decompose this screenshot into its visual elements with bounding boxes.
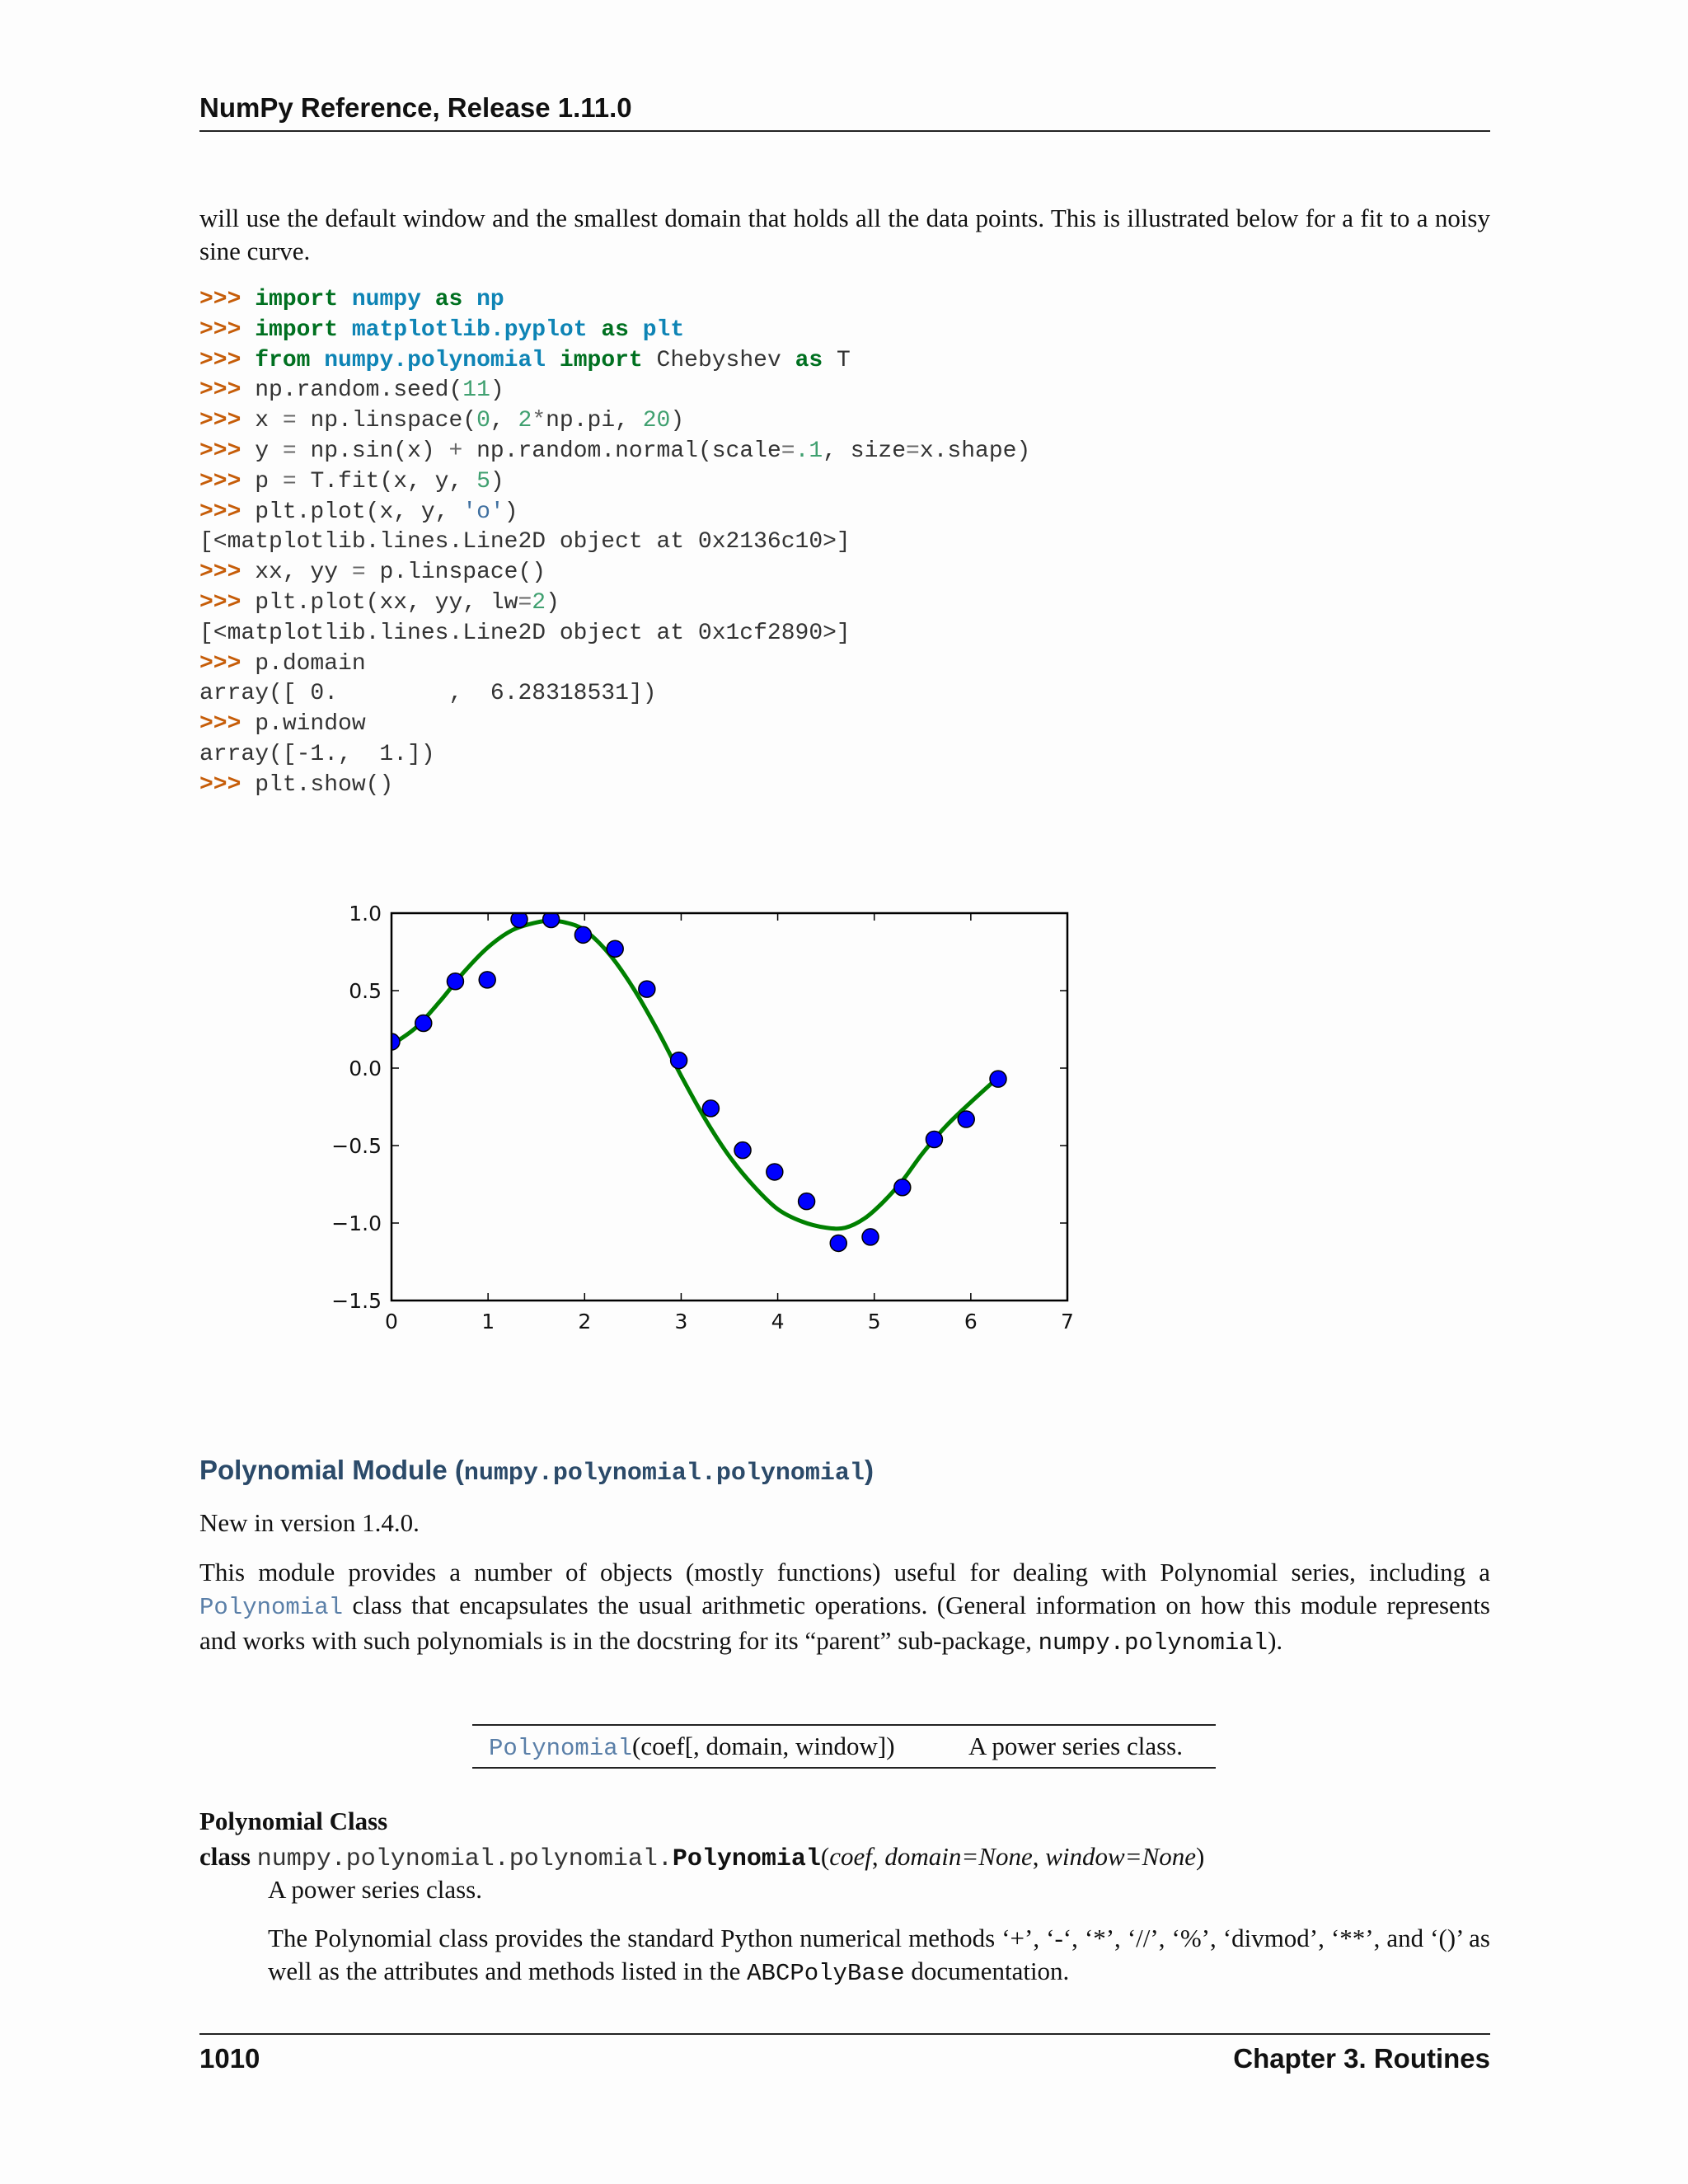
y-tick-label: −1.5 [331, 1289, 382, 1313]
code-line: >>> p.window [199, 711, 366, 738]
data-point [830, 1235, 846, 1251]
data-point [574, 926, 591, 943]
sine-fit-chart [313, 898, 1088, 1360]
arg-domain: domain=None [884, 1842, 1033, 1871]
x-tick-label: 7 [1061, 1310, 1074, 1333]
x-tick-label: 6 [964, 1310, 978, 1333]
class-short-description: A power series class. [268, 1875, 482, 1904]
page-footer [199, 2033, 1490, 2076]
code-line: >>> x = np.linspace(0, 2*np.pi, 20) [199, 408, 685, 434]
data-point [447, 973, 463, 990]
class-module-path: numpy.polynomial.polynomial. [256, 1845, 673, 1873]
section-title [199, 1455, 874, 1488]
data-point [639, 981, 655, 997]
code-line: >>> np.random.seed(11) [199, 377, 504, 404]
summary-description: A power series class. [968, 1732, 1183, 1760]
y-tick-label: −0.5 [331, 1134, 382, 1158]
code-line: >>> xx, yy = p.linspace() [199, 560, 546, 586]
package-name: numpy.polynomial [1038, 1629, 1268, 1657]
code-line: >>> y = np.sin(x) + np.random.normal(scale=.1, size=x.shape) [199, 438, 1031, 464]
data-point [767, 1164, 783, 1180]
summary-polynomial-link[interactable]: Polynomial [489, 1735, 633, 1762]
section-module-name: numpy.polynomial.polynomial [463, 1460, 865, 1488]
data-point [958, 1111, 974, 1127]
arg-window: window=None [1045, 1842, 1197, 1871]
code-line: array([ 0. , 6.28318531]) [199, 681, 657, 707]
class-name: Polynomial [672, 1845, 821, 1873]
code-line: [<matplotlib.lines.Line2D object at 0x2136c10>] [199, 529, 851, 555]
data-point [607, 940, 623, 957]
code-line: >>> import numpy as np [199, 287, 504, 312]
data-point [862, 1229, 879, 1245]
class-long-description [268, 1922, 1490, 1990]
intro-paragraph: will use the default window and the smallest domain that holds all the data points. This is illustrated below for a fit to a noisy sine curve. [199, 204, 1490, 265]
y-tick-label: 0.5 [349, 979, 382, 1003]
sig-close-paren: ) [1196, 1842, 1205, 1871]
long-desc-text-2: documentation. [904, 1957, 1070, 1985]
code-line: >>> p = T.fit(x, y, 5) [199, 468, 504, 494]
header-title: NumPy Reference, Release 1.11.0 [199, 92, 632, 123]
data-point [799, 1193, 815, 1210]
code-line: >>> plt.plot(x, y, 'o') [199, 499, 518, 525]
page-number: 1010 [199, 2043, 260, 2074]
x-tick-label: 1 [481, 1310, 495, 1333]
x-tick-label: 2 [578, 1310, 592, 1333]
polynomial-link[interactable]: Polynomial [199, 1594, 344, 1621]
code-line: >>> p.domain [199, 650, 366, 677]
module-description [199, 1556, 1490, 1660]
section-title-text: Polynomial Module ( [199, 1455, 464, 1485]
page-header [199, 92, 1490, 132]
long-desc-text-1: The Polynomial class provides the standard Python numerical methods ‘+’, ‘-‘, ‘*’, ‘//’, ‘%’, ‘divmod’, ‘**’, and ‘()’ as well as the attributes and methods listed in the [268, 1924, 1490, 1985]
x-tick-label: 3 [674, 1310, 688, 1333]
data-point [926, 1131, 942, 1147]
data-point [990, 1071, 1006, 1087]
x-tick-label: 0 [385, 1310, 398, 1333]
data-point [702, 1100, 719, 1117]
chapter-title: Chapter 3. Routines [1233, 2043, 1490, 2074]
y-tick-label: −1.0 [331, 1212, 382, 1235]
data-point [894, 1179, 911, 1196]
sig-open-paren: ( [820, 1842, 830, 1871]
chart-svg [313, 898, 1088, 1360]
description-text-3: ). [1268, 1626, 1283, 1655]
code-line: array([-1., 1.]) [199, 741, 435, 767]
arg-coef: coef [829, 1842, 872, 1871]
code-line: >>> from numpy.polynomial import Chebyshev as T [199, 347, 851, 373]
summary-row-name [489, 1727, 895, 1768]
data-point [734, 1142, 751, 1159]
code-line: >>> plt.show() [199, 771, 394, 798]
data-point [479, 972, 495, 988]
x-tick-label: 5 [867, 1310, 881, 1333]
data-point [415, 1015, 432, 1031]
x-tick-label: 4 [771, 1310, 785, 1333]
class-signature: class numpy.polynomial.polynomial.Polynomial(coef, domain=None, window=None) [199, 1842, 1205, 1873]
code-line: [<matplotlib.lines.Line2D object at 0x1cf2890>] [199, 620, 851, 646]
code-example [199, 285, 1490, 801]
abcpolybase-ref: ABCPolyBase [747, 1960, 905, 1987]
y-tick-label: 0.0 [349, 1057, 382, 1080]
data-point [671, 1052, 687, 1069]
class-keyword: class [199, 1842, 251, 1871]
summary-table [472, 1724, 1216, 1769]
new-in-version: New in version 1.4.0. [199, 1508, 420, 1537]
description-text-1: This module provides a number of objects (mostly functions) useful for dealing with Polynomial series, including a [199, 1558, 1490, 1586]
description-text-2: class that encapsulates the usual arithmetic operations. (General information on how this module represents and works with such polynomials is in the docstring for its “parent” sub-package, [199, 1591, 1490, 1655]
code-line: >>> import matplotlib.pyplot as plt [199, 316, 685, 343]
y-tick-label: 1.0 [349, 902, 382, 926]
code-line: >>> plt.plot(xx, yy, lw=2) [199, 589, 560, 616]
summary-args: (coef[, domain, window]) [632, 1732, 895, 1760]
class-heading: Polynomial Class [199, 1807, 388, 1835]
section-title-close: ) [864, 1455, 874, 1485]
